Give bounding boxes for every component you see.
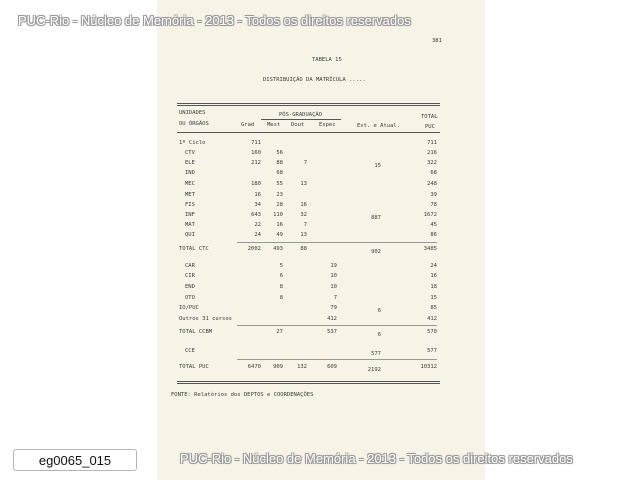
header-ext: Ext. e Atual.: [357, 123, 401, 129]
cell-mest: 110: [273, 212, 283, 218]
cell-total: 216: [427, 150, 437, 156]
header-total: TOTAL: [421, 114, 438, 120]
cell-grad: 6470: [247, 364, 261, 370]
cell-grad: 180: [251, 181, 261, 187]
ctc-rule: [237, 242, 437, 243]
source-note: FONTE: Relatórios dos DEPTOS e COORDENAÇÕES: [171, 392, 314, 398]
cell-total: 39: [430, 192, 437, 198]
cell-total: 78: [430, 202, 437, 208]
cell-espec: 79: [330, 305, 337, 311]
row-label: TOTAL CCBM: [179, 329, 213, 335]
row-label: CCE: [185, 348, 195, 354]
cell-total: 18: [430, 284, 437, 290]
cell-mest: 493: [273, 246, 283, 252]
row-label: FIS: [185, 202, 195, 208]
ccbm-rule: [237, 325, 437, 326]
cell-ext: 2192: [367, 367, 381, 373]
header-espec: Espec: [319, 122, 336, 128]
table-top-rule: [177, 103, 440, 104]
cell-total: 412: [427, 316, 437, 322]
cell-total: 248: [427, 181, 437, 187]
cell-espec: 19: [330, 263, 337, 269]
cell-total: 16: [430, 273, 437, 279]
cell-ext: 6: [377, 308, 381, 314]
image-id-label: eg0065_015: [13, 449, 137, 471]
row-label: CTV: [185, 150, 195, 156]
cell-espec: 10: [330, 284, 337, 290]
cell-total: 85: [430, 305, 437, 311]
row-label: IO/PUC: [179, 305, 199, 311]
cell-mest: 23: [276, 192, 283, 198]
cell-mest: 8: [279, 284, 283, 290]
watermark-top: PUC-Rio - Núcleo de Memória - 2013 - Todos os direitos reservados: [18, 13, 411, 28]
cell-dout: 13: [300, 181, 307, 187]
pos-underline: [261, 119, 341, 120]
cell-ext: 6: [377, 332, 381, 338]
cell-ext: 902: [371, 249, 381, 255]
table-bottom-rule-2: [177, 383, 440, 384]
cell-espec: 412: [327, 316, 337, 322]
cell-grad: 34: [254, 202, 261, 208]
header-unidades: UNIDADES: [179, 110, 206, 116]
header-bottom-rule: [177, 132, 440, 133]
cell-grad: 212: [251, 160, 261, 166]
row-label: IND: [185, 170, 195, 176]
cell-grad: 22: [254, 222, 261, 228]
row-label: INF: [185, 212, 195, 218]
header-mest: Mest: [267, 122, 281, 128]
cell-dout: 7: [303, 222, 307, 228]
page-number: 381: [432, 38, 442, 44]
row-label: 1º Ciclo: [179, 140, 206, 146]
scanned-page: [157, 0, 485, 480]
cell-mest: 6: [279, 273, 283, 279]
header-pos: PÓS-GRADUAÇÃO: [279, 112, 323, 118]
cell-total: 24: [430, 263, 437, 269]
cell-dout: 132: [297, 364, 307, 370]
cell-dout: 7: [303, 160, 307, 166]
cell-total: 577: [427, 348, 437, 354]
cell-mest: 49: [276, 232, 283, 238]
cell-mest: 88: [276, 160, 283, 166]
puc-rule: [237, 359, 437, 360]
table-top-rule-2: [177, 105, 440, 106]
cell-grad: 24: [254, 232, 261, 238]
cell-espec: 10: [330, 273, 337, 279]
cell-dout: 16: [300, 202, 307, 208]
watermark-bottom: PUC-Rio - Núcleo de Memória - 2013 - Todos os direitos reservados: [180, 451, 573, 466]
cell-espec: 609: [327, 364, 337, 370]
header-orgaos: OU ÓRGÃOS: [179, 121, 209, 127]
cell-grad: 160: [251, 150, 261, 156]
row-label: TOTAL CTC: [179, 246, 209, 252]
row-label: CIR: [185, 273, 195, 279]
cell-total: 45: [430, 222, 437, 228]
cell-espec: 7: [333, 295, 337, 301]
cell-mest: 55: [276, 181, 283, 187]
cell-dout: 88: [300, 246, 307, 252]
header-puc: PUC: [425, 124, 435, 130]
cell-ext: 15: [374, 163, 381, 169]
row-label: MET: [185, 192, 195, 198]
cell-total: 86: [430, 232, 437, 238]
cell-mest: 5: [279, 263, 283, 269]
row-label: QUI: [185, 232, 195, 238]
cell-grad: 2002: [247, 246, 261, 252]
table-bottom-rule: [177, 381, 440, 382]
cell-total: 68: [430, 170, 437, 176]
row-label: OTO: [185, 295, 195, 301]
row-label: Outros 31 cursos: [179, 316, 232, 322]
cell-mest: 56: [276, 150, 283, 156]
cell-mest: 27: [276, 329, 283, 335]
cell-mest: 16: [276, 222, 283, 228]
cell-mest: 8: [279, 295, 283, 301]
cell-ext: 577: [371, 351, 381, 357]
row-label: CAR: [185, 263, 195, 269]
row-label: TOTAL PUC: [179, 364, 209, 370]
row-label: MEC: [185, 181, 195, 187]
cell-grad: 643: [251, 212, 261, 218]
cell-espec: 537: [327, 329, 337, 335]
cell-grad: 16: [254, 192, 261, 198]
row-label: END: [185, 284, 195, 290]
header-dout: Dout: [291, 122, 305, 128]
cell-total: 3485: [423, 246, 437, 252]
cell-mest: 28: [276, 202, 283, 208]
cell-total: 570: [427, 329, 437, 335]
header-grad: Grad: [241, 122, 255, 128]
table-subtitle: DISTRIBUIÇÃO DA MATRÍCULA .....: [263, 77, 366, 83]
cell-total: 711: [427, 140, 437, 146]
row-label: MAT: [185, 222, 195, 228]
cell-total: 1672: [423, 212, 437, 218]
cell-ext: 887: [371, 215, 381, 221]
row-label: ELE: [185, 160, 195, 166]
table-title: TABELA 15: [312, 57, 342, 63]
cell-dout: 32: [300, 212, 307, 218]
cell-dout: 13: [300, 232, 307, 238]
cell-total: 10312: [420, 364, 437, 370]
cell-mest: 68: [276, 170, 283, 176]
cell-grad: 711: [251, 140, 261, 146]
cell-mest: 909: [273, 364, 283, 370]
cell-total: 15: [430, 295, 437, 301]
cell-total: 322: [427, 160, 437, 166]
